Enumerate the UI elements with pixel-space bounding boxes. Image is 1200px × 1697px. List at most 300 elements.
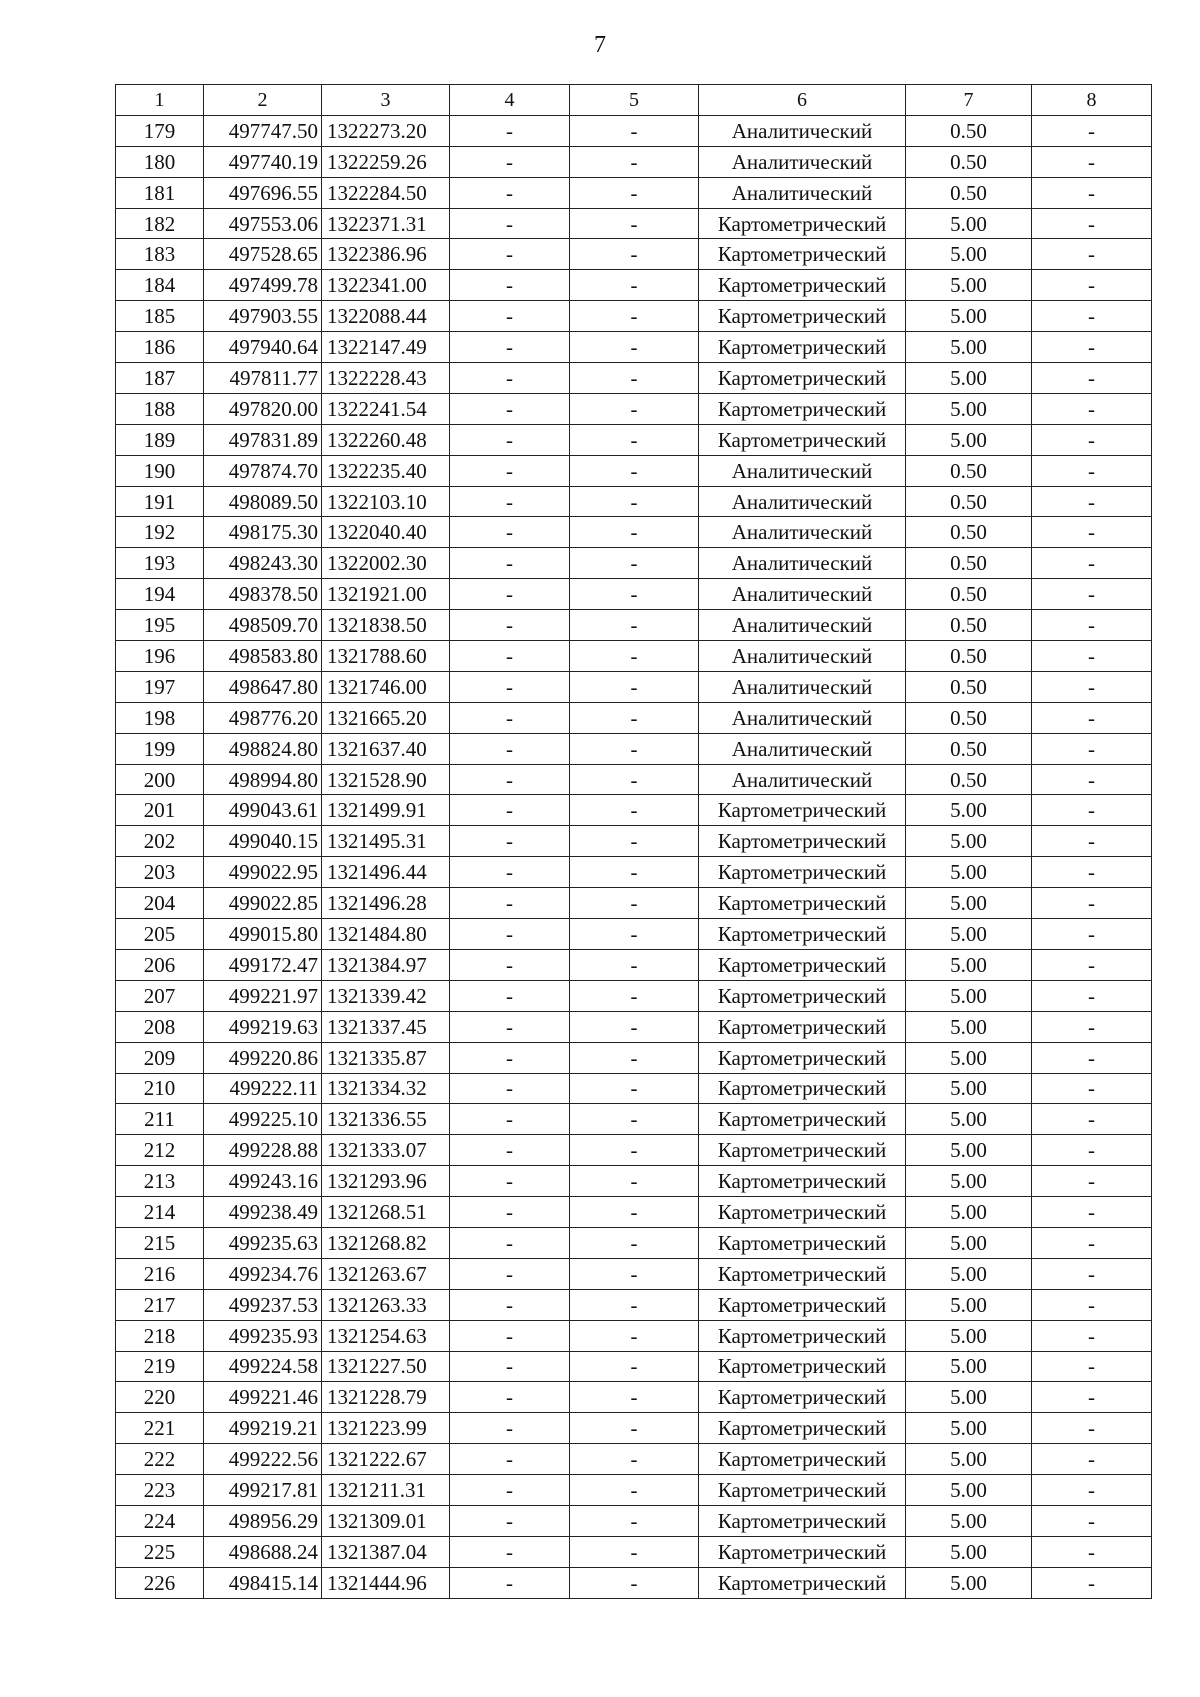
method-cell: Картометрический (699, 826, 906, 857)
x-coordinate-cell: 498509.70 (204, 610, 322, 641)
column-8-cell: - (1032, 702, 1152, 733)
column-4-cell: - (450, 857, 570, 888)
point-number-cell: 182 (116, 208, 204, 239)
accuracy-cell: 0.50 (906, 641, 1032, 672)
point-number-cell: 215 (116, 1227, 204, 1258)
point-number-cell: 212 (116, 1135, 204, 1166)
column-8-cell: - (1032, 733, 1152, 764)
method-cell: Картометрический (699, 1382, 906, 1413)
point-number-cell: 209 (116, 1042, 204, 1073)
y-coordinate-cell: 1321499.91 (322, 795, 450, 826)
column-8-cell: - (1032, 363, 1152, 394)
x-coordinate-cell: 497811.77 (204, 363, 322, 394)
table-row (116, 208, 1152, 239)
table-row (116, 1166, 1152, 1197)
x-coordinate-cell: 499221.97 (204, 980, 322, 1011)
accuracy-cell: 5.00 (906, 363, 1032, 394)
table-row (116, 919, 1152, 950)
accuracy-cell: 0.50 (906, 115, 1032, 146)
table-row (116, 733, 1152, 764)
column-5-cell: - (570, 146, 699, 177)
column-4-cell: - (450, 1104, 570, 1135)
y-coordinate-cell: 1321495.31 (322, 826, 450, 857)
table-row (116, 1289, 1152, 1320)
column-4-cell: - (450, 795, 570, 826)
column-5-cell: - (570, 332, 699, 363)
column-8-cell: - (1032, 1258, 1152, 1289)
column-4-cell: - (450, 332, 570, 363)
method-cell: Аналитический (699, 455, 906, 486)
table-row (116, 857, 1152, 888)
method-cell: Картометрический (699, 393, 906, 424)
accuracy-cell: 5.00 (906, 888, 1032, 919)
method-cell: Картометрический (699, 1042, 906, 1073)
x-coordinate-cell: 498647.80 (204, 671, 322, 702)
column-5-cell: - (570, 270, 699, 301)
method-cell: Картометрический (699, 1135, 906, 1166)
table-row (116, 1505, 1152, 1536)
point-number-cell: 192 (116, 517, 204, 548)
method-cell: Картометрический (699, 919, 906, 950)
x-coordinate-cell: 499238.49 (204, 1197, 322, 1228)
column-4-cell: - (450, 826, 570, 857)
column-5-cell: - (570, 1197, 699, 1228)
column-8-cell: - (1032, 424, 1152, 455)
table-row (116, 363, 1152, 394)
accuracy-cell: 5.00 (906, 1258, 1032, 1289)
column-5-cell: - (570, 826, 699, 857)
column-4-cell: - (450, 671, 570, 702)
x-coordinate-cell: 499222.56 (204, 1444, 322, 1475)
table-row (116, 1227, 1152, 1258)
method-cell: Картометрический (699, 857, 906, 888)
table-row (116, 517, 1152, 548)
table-row (116, 1413, 1152, 1444)
column-4-cell: - (450, 702, 570, 733)
column-4-cell: - (450, 980, 570, 1011)
y-coordinate-cell: 1321335.87 (322, 1042, 450, 1073)
x-coordinate-cell: 499237.53 (204, 1289, 322, 1320)
point-number-cell: 223 (116, 1475, 204, 1506)
column-4-cell: - (450, 146, 570, 177)
x-coordinate-cell: 497820.00 (204, 393, 322, 424)
accuracy-cell: 5.00 (906, 1104, 1032, 1135)
point-number-cell: 193 (116, 548, 204, 579)
column-header: 5 (570, 85, 699, 116)
column-4-cell: - (450, 1320, 570, 1351)
column-4-cell: - (450, 1042, 570, 1073)
column-5-cell: - (570, 610, 699, 641)
column-4-cell: - (450, 1444, 570, 1475)
y-coordinate-cell: 1321309.01 (322, 1505, 450, 1536)
column-header: 4 (450, 85, 570, 116)
accuracy-cell: 5.00 (906, 301, 1032, 332)
y-coordinate-cell: 1322235.40 (322, 455, 450, 486)
column-8-cell: - (1032, 641, 1152, 672)
y-coordinate-cell: 1321211.31 (322, 1475, 450, 1506)
method-cell: Картометрический (699, 1475, 906, 1506)
column-5-cell: - (570, 301, 699, 332)
point-number-cell: 207 (116, 980, 204, 1011)
table-row (116, 1135, 1152, 1166)
column-4-cell: - (450, 115, 570, 146)
column-5-cell: - (570, 1011, 699, 1042)
method-cell: Аналитический (699, 517, 906, 548)
y-coordinate-cell: 1321223.99 (322, 1413, 450, 1444)
table-row (116, 980, 1152, 1011)
column-5-cell: - (570, 239, 699, 270)
column-4-cell: - (450, 949, 570, 980)
y-coordinate-cell: 1321339.42 (322, 980, 450, 1011)
y-coordinate-cell: 1321263.33 (322, 1289, 450, 1320)
x-coordinate-cell: 498089.50 (204, 486, 322, 517)
accuracy-cell: 5.00 (906, 239, 1032, 270)
column-4-cell: - (450, 455, 570, 486)
column-8-cell: - (1032, 671, 1152, 702)
table-row (116, 301, 1152, 332)
point-number-cell: 203 (116, 857, 204, 888)
table-row (116, 146, 1152, 177)
column-4-cell: - (450, 1382, 570, 1413)
column-5-cell: - (570, 949, 699, 980)
table-row (116, 1567, 1152, 1598)
point-number-cell: 214 (116, 1197, 204, 1228)
column-4-cell: - (450, 1536, 570, 1567)
x-coordinate-cell: 498776.20 (204, 702, 322, 733)
x-coordinate-cell: 499228.88 (204, 1135, 322, 1166)
x-coordinate-cell: 498175.30 (204, 517, 322, 548)
x-coordinate-cell: 497874.70 (204, 455, 322, 486)
point-number-cell: 221 (116, 1413, 204, 1444)
column-5-cell: - (570, 517, 699, 548)
x-coordinate-cell: 497940.64 (204, 332, 322, 363)
column-8-cell: - (1032, 1197, 1152, 1228)
column-5-cell: - (570, 671, 699, 702)
point-number-cell: 213 (116, 1166, 204, 1197)
column-8-cell: - (1032, 393, 1152, 424)
table-row (116, 702, 1152, 733)
y-coordinate-cell: 1322341.00 (322, 270, 450, 301)
x-coordinate-cell: 497528.65 (204, 239, 322, 270)
y-coordinate-cell: 1322241.54 (322, 393, 450, 424)
table-row (116, 671, 1152, 702)
point-number-cell: 222 (116, 1444, 204, 1475)
column-5-cell: - (570, 1382, 699, 1413)
x-coordinate-cell: 499224.58 (204, 1351, 322, 1382)
x-coordinate-cell: 499217.81 (204, 1475, 322, 1506)
x-coordinate-cell: 498824.80 (204, 733, 322, 764)
x-coordinate-cell: 498378.50 (204, 579, 322, 610)
x-coordinate-cell: 499219.21 (204, 1413, 322, 1444)
column-8-cell: - (1032, 239, 1152, 270)
x-coordinate-cell: 497903.55 (204, 301, 322, 332)
method-cell: Картометрический (699, 363, 906, 394)
column-4-cell: - (450, 301, 570, 332)
point-number-cell: 195 (116, 610, 204, 641)
column-header: 2 (204, 85, 322, 116)
method-cell: Аналитический (699, 115, 906, 146)
point-number-cell: 187 (116, 363, 204, 394)
column-header: 1 (116, 85, 204, 116)
point-number-cell: 211 (116, 1104, 204, 1135)
column-8-cell: - (1032, 1289, 1152, 1320)
column-8-cell: - (1032, 1413, 1152, 1444)
y-coordinate-cell: 1322284.50 (322, 177, 450, 208)
table-row (116, 1104, 1152, 1135)
page-number: 7 (594, 32, 606, 58)
column-4-cell: - (450, 1258, 570, 1289)
y-coordinate-cell: 1321484.80 (322, 919, 450, 950)
table-row (116, 610, 1152, 641)
column-5-cell: - (570, 363, 699, 394)
point-number-cell: 205 (116, 919, 204, 950)
method-cell: Аналитический (699, 764, 906, 795)
accuracy-cell: 5.00 (906, 1227, 1032, 1258)
y-coordinate-cell: 1322259.26 (322, 146, 450, 177)
method-cell: Картометрический (699, 1104, 906, 1135)
x-coordinate-cell: 499243.16 (204, 1166, 322, 1197)
column-5-cell: - (570, 1104, 699, 1135)
point-number-cell: 204 (116, 888, 204, 919)
y-coordinate-cell: 1321528.90 (322, 764, 450, 795)
table-row (116, 270, 1152, 301)
column-8-cell: - (1032, 826, 1152, 857)
accuracy-cell: 0.50 (906, 455, 1032, 486)
y-coordinate-cell: 1321838.50 (322, 610, 450, 641)
column-5-cell: - (570, 795, 699, 826)
x-coordinate-cell: 499022.95 (204, 857, 322, 888)
y-coordinate-cell: 1321665.20 (322, 702, 450, 733)
x-coordinate-cell: 498243.30 (204, 548, 322, 579)
column-5-cell: - (570, 548, 699, 579)
column-8-cell: - (1032, 949, 1152, 980)
point-number-cell: 198 (116, 702, 204, 733)
accuracy-cell: 5.00 (906, 1351, 1032, 1382)
x-coordinate-cell: 497747.50 (204, 115, 322, 146)
method-cell: Картометрический (699, 1258, 906, 1289)
method-cell: Картометрический (699, 1413, 906, 1444)
accuracy-cell: 5.00 (906, 949, 1032, 980)
column-4-cell: - (450, 1413, 570, 1444)
accuracy-cell: 5.00 (906, 1135, 1032, 1166)
y-coordinate-cell: 1322103.10 (322, 486, 450, 517)
method-cell: Аналитический (699, 579, 906, 610)
column-8-cell: - (1032, 610, 1152, 641)
column-5-cell: - (570, 1289, 699, 1320)
y-coordinate-cell: 1321222.67 (322, 1444, 450, 1475)
column-4-cell: - (450, 363, 570, 394)
x-coordinate-cell: 499220.86 (204, 1042, 322, 1073)
table-row (116, 1536, 1152, 1567)
column-5-cell: - (570, 486, 699, 517)
column-4-cell: - (450, 1073, 570, 1104)
accuracy-cell: 5.00 (906, 980, 1032, 1011)
column-4-cell: - (450, 764, 570, 795)
x-coordinate-cell: 499235.93 (204, 1320, 322, 1351)
y-coordinate-cell: 1321228.79 (322, 1382, 450, 1413)
accuracy-cell: 5.00 (906, 1536, 1032, 1567)
column-5-cell: - (570, 1258, 699, 1289)
table-row (116, 1073, 1152, 1104)
column-8-cell: - (1032, 795, 1152, 826)
column-8-cell: - (1032, 1135, 1152, 1166)
column-5-cell: - (570, 1320, 699, 1351)
column-8-cell: - (1032, 548, 1152, 579)
y-coordinate-cell: 1321921.00 (322, 579, 450, 610)
column-header: 3 (322, 85, 450, 116)
column-4-cell: - (450, 579, 570, 610)
column-8-cell: - (1032, 1351, 1152, 1382)
column-4-cell: - (450, 1135, 570, 1166)
column-5-cell: - (570, 1073, 699, 1104)
column-5-cell: - (570, 888, 699, 919)
accuracy-cell: 5.00 (906, 424, 1032, 455)
column-8-cell: - (1032, 1104, 1152, 1135)
column-8-cell: - (1032, 332, 1152, 363)
table-body (116, 115, 1152, 1598)
point-number-cell: 206 (116, 949, 204, 980)
x-coordinate-cell: 499040.15 (204, 826, 322, 857)
column-8-cell: - (1032, 146, 1152, 177)
column-4-cell: - (450, 208, 570, 239)
accuracy-cell: 0.50 (906, 610, 1032, 641)
method-cell: Картометрический (699, 980, 906, 1011)
method-cell: Картометрический (699, 1351, 906, 1382)
accuracy-cell: 5.00 (906, 826, 1032, 857)
x-coordinate-cell: 498415.14 (204, 1567, 322, 1598)
method-cell: Аналитический (699, 702, 906, 733)
x-coordinate-cell: 499022.85 (204, 888, 322, 919)
method-cell: Картометрический (699, 795, 906, 826)
accuracy-cell: 5.00 (906, 1042, 1032, 1073)
table-row (116, 393, 1152, 424)
y-coordinate-cell: 1322088.44 (322, 301, 450, 332)
point-number-cell: 183 (116, 239, 204, 270)
method-cell: Аналитический (699, 610, 906, 641)
table-row (116, 795, 1152, 826)
table-row (116, 548, 1152, 579)
x-coordinate-cell: 498583.80 (204, 641, 322, 672)
x-coordinate-cell: 499043.61 (204, 795, 322, 826)
point-number-cell: 218 (116, 1320, 204, 1351)
table-row (116, 579, 1152, 610)
table-row (116, 764, 1152, 795)
y-coordinate-cell: 1321293.96 (322, 1166, 450, 1197)
column-4-cell: - (450, 888, 570, 919)
column-8-cell: - (1032, 517, 1152, 548)
x-coordinate-cell: 499219.63 (204, 1011, 322, 1042)
column-5-cell: - (570, 424, 699, 455)
column-header: 6 (699, 85, 906, 116)
table-row (116, 1320, 1152, 1351)
column-5-cell: - (570, 1042, 699, 1073)
accuracy-cell: 5.00 (906, 1505, 1032, 1536)
y-coordinate-cell: 1321496.28 (322, 888, 450, 919)
accuracy-cell: 0.50 (906, 671, 1032, 702)
column-4-cell: - (450, 517, 570, 548)
table-row (116, 1351, 1152, 1382)
y-coordinate-cell: 1322147.49 (322, 332, 450, 363)
table-row (116, 888, 1152, 919)
accuracy-cell: 5.00 (906, 857, 1032, 888)
column-5-cell: - (570, 579, 699, 610)
x-coordinate-cell: 499015.80 (204, 919, 322, 950)
column-5-cell: - (570, 1475, 699, 1506)
y-coordinate-cell: 1321384.97 (322, 949, 450, 980)
x-coordinate-cell: 497553.06 (204, 208, 322, 239)
point-number-cell: 189 (116, 424, 204, 455)
accuracy-cell: 5.00 (906, 1475, 1032, 1506)
y-coordinate-cell: 1321268.82 (322, 1227, 450, 1258)
column-4-cell: - (450, 1567, 570, 1598)
method-cell: Картометрический (699, 888, 906, 919)
y-coordinate-cell: 1322040.40 (322, 517, 450, 548)
method-cell: Картометрический (699, 1444, 906, 1475)
column-4-cell: - (450, 1011, 570, 1042)
method-cell: Аналитический (699, 641, 906, 672)
column-4-cell: - (450, 1166, 570, 1197)
method-cell: Картометрический (699, 424, 906, 455)
accuracy-cell: 5.00 (906, 1166, 1032, 1197)
method-cell: Картометрический (699, 1197, 906, 1228)
table-row (116, 1197, 1152, 1228)
y-coordinate-cell: 1321227.50 (322, 1351, 450, 1382)
column-8-cell: - (1032, 1475, 1152, 1506)
column-header: 8 (1032, 85, 1152, 116)
y-coordinate-cell: 1322260.48 (322, 424, 450, 455)
column-4-cell: - (450, 486, 570, 517)
method-cell: Картометрический (699, 270, 906, 301)
point-number-cell: 185 (116, 301, 204, 332)
method-cell: Аналитический (699, 671, 906, 702)
table-row (116, 486, 1152, 517)
point-number-cell: 216 (116, 1258, 204, 1289)
method-cell: Картометрический (699, 1227, 906, 1258)
accuracy-cell: 5.00 (906, 1320, 1032, 1351)
column-8-cell: - (1032, 1444, 1152, 1475)
y-coordinate-cell: 1321387.04 (322, 1536, 450, 1567)
table-row (116, 239, 1152, 270)
method-cell: Картометрический (699, 1567, 906, 1598)
column-8-cell: - (1032, 1042, 1152, 1073)
column-8-cell: - (1032, 455, 1152, 486)
y-coordinate-cell: 1322228.43 (322, 363, 450, 394)
column-5-cell: - (570, 115, 699, 146)
point-number-cell: 197 (116, 671, 204, 702)
point-number-cell: 226 (116, 1567, 204, 1598)
x-coordinate-cell: 497831.89 (204, 424, 322, 455)
method-cell: Картометрический (699, 301, 906, 332)
column-8-cell: - (1032, 270, 1152, 301)
table-row (116, 177, 1152, 208)
method-cell: Картометрический (699, 208, 906, 239)
column-8-cell: - (1032, 1320, 1152, 1351)
method-cell: Аналитический (699, 486, 906, 517)
method-cell: Картометрический (699, 1073, 906, 1104)
column-5-cell: - (570, 764, 699, 795)
point-number-cell: 217 (116, 1289, 204, 1320)
column-4-cell: - (450, 270, 570, 301)
accuracy-cell: 5.00 (906, 1444, 1032, 1475)
point-number-cell: 186 (116, 332, 204, 363)
column-8-cell: - (1032, 1505, 1152, 1536)
accuracy-cell: 0.50 (906, 764, 1032, 795)
y-coordinate-cell: 1321637.40 (322, 733, 450, 764)
accuracy-cell: 5.00 (906, 795, 1032, 826)
column-8-cell: - (1032, 1382, 1152, 1413)
x-coordinate-cell: 499222.11 (204, 1073, 322, 1104)
point-number-cell: 191 (116, 486, 204, 517)
